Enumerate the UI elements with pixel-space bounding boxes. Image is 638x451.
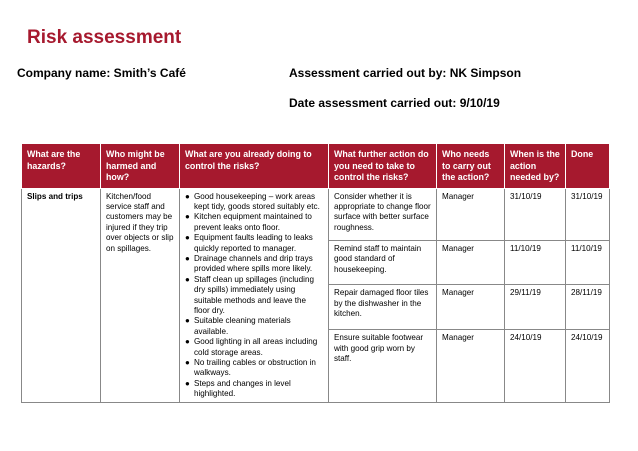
list-item: ● Kitchen equipment maintained to prevent leaks onto floor. bbox=[185, 212, 312, 232]
who-cell: Manager bbox=[437, 188, 505, 240]
who-cell: Manager bbox=[437, 330, 505, 402]
header-done: Done bbox=[566, 144, 610, 189]
action-cell: Ensure suitable footwear with good grip worn by staff. bbox=[329, 330, 437, 402]
list-item: ● Steps and changes in level highlighted. bbox=[185, 378, 291, 399]
header-hazards: What are the hazards? bbox=[22, 144, 101, 189]
bullet-icon: ● bbox=[185, 233, 190, 243]
who-cell: Manager bbox=[437, 285, 505, 330]
action-cell: Consider whether it is appropriate to change floor surface with better surface roughness. bbox=[329, 188, 437, 240]
page-title: Risk assessment bbox=[27, 27, 182, 48]
bullet-icon: ● bbox=[185, 253, 190, 263]
header-current-controls: What are you already doing to control the risks? bbox=[180, 144, 329, 189]
done-cell: 24/10/19 bbox=[566, 330, 610, 402]
header-who-harmed: Who might be harmed and how? bbox=[101, 144, 180, 189]
table-header-row bbox=[22, 144, 610, 189]
when-cell: 29/11/19 bbox=[505, 285, 566, 330]
bullet-icon: ● bbox=[185, 191, 190, 201]
assessment-date: Date assessment carried out: 9/10/19 bbox=[289, 96, 500, 110]
done-cell: 31/10/19 bbox=[566, 188, 610, 240]
list-item: ● Staff clean up spillages (including dry spills) immediately using suitable methods and leave the floor dry. bbox=[185, 274, 314, 315]
company-name: Company name: Smith’s Café bbox=[17, 66, 186, 80]
when-cell: 31/10/19 bbox=[505, 188, 566, 240]
list-item: ● Suitable cleaning materials available. bbox=[185, 316, 291, 336]
header-when: When is the action needed by? bbox=[505, 144, 566, 189]
controls-cell bbox=[180, 188, 329, 402]
bullet-icon: ● bbox=[185, 274, 190, 284]
list-item: ● Equipment faults leading to leaks quickly reported to manager. bbox=[185, 233, 313, 253]
when-cell: 11/10/19 bbox=[505, 240, 566, 285]
bullet-icon: ● bbox=[185, 337, 190, 347]
header-who-acts: Who needs to carry out the action? bbox=[437, 144, 505, 189]
header-further-action: What further action do you need to take to control the risks? bbox=[329, 144, 437, 189]
harmed-cell: Kitchen/food service staff and customers may be injured if they trip over objects or slip on spillages. bbox=[101, 188, 180, 402]
who-cell: Manager bbox=[437, 240, 505, 285]
risk-table bbox=[21, 143, 610, 403]
done-cell: 11/10/19 bbox=[566, 240, 610, 285]
assessor: Assessment carried out by: NK Simpson bbox=[289, 66, 522, 80]
action-cell: Remind staff to maintain good standard of housekeeping. bbox=[329, 240, 437, 285]
list-item: ● No trailing cables or obstruction in walkways. bbox=[185, 358, 316, 378]
bullet-icon: ● bbox=[185, 316, 190, 326]
list-item: ● Good housekeeping – work areas kept tidy, goods stored suitably etc. bbox=[185, 191, 320, 211]
controls-list bbox=[185, 192, 323, 400]
bullet-icon: ● bbox=[185, 358, 190, 367]
when-cell: 24/10/19 bbox=[505, 330, 566, 402]
table-row bbox=[22, 188, 610, 240]
bullet-icon: ● bbox=[185, 212, 190, 222]
list-item: ● Drainage channels and drip trays provided where spills more likely. bbox=[185, 253, 313, 274]
done-cell: 28/11/19 bbox=[566, 285, 610, 330]
list-item: ● Good lighting in all areas including cold storage areas. bbox=[185, 337, 318, 357]
hazard-cell: Slips and trips bbox=[22, 188, 101, 402]
bullet-icon: ● bbox=[185, 378, 190, 388]
action-cell: Repair damaged floor tiles by the dishwasher in the kitchen. bbox=[329, 285, 437, 330]
